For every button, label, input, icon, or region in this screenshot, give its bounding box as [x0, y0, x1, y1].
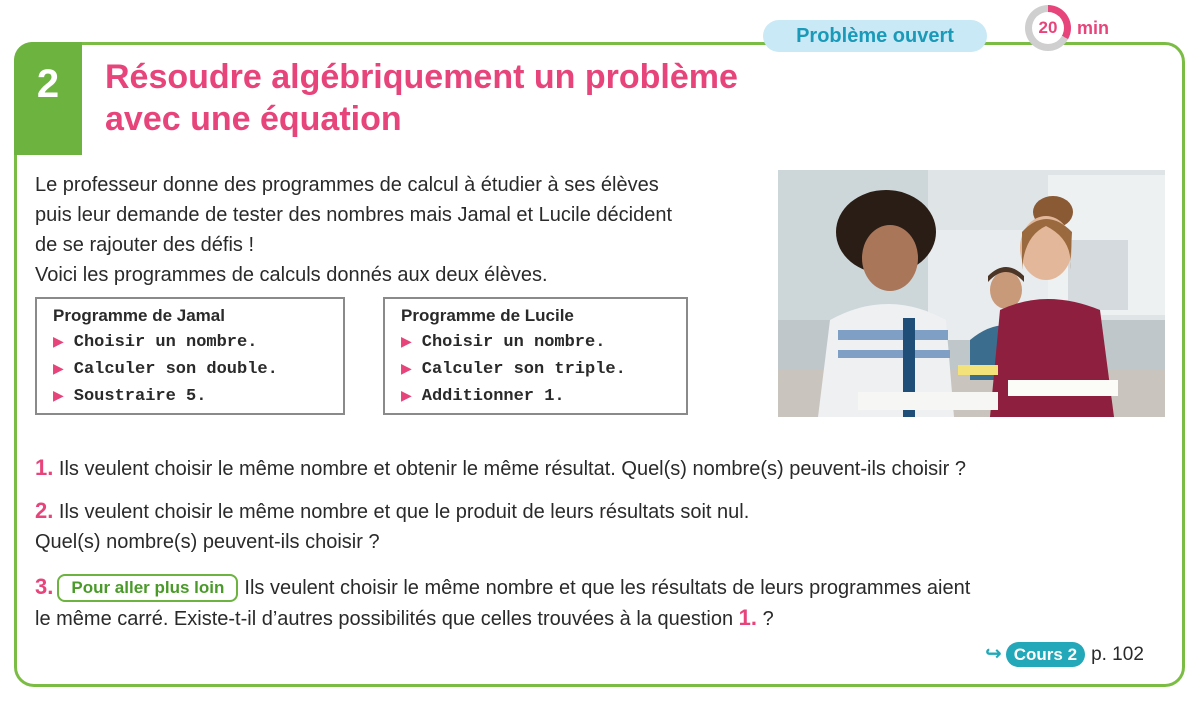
- intro-line: puis leur demande de tester des nombres mais Jamal et Lucile décident: [35, 204, 673, 226]
- program-jamal-box: [35, 297, 345, 415]
- course-pill[interactable]: Cours 2: [1006, 642, 1085, 667]
- play-arrow-icon: ▶: [53, 334, 64, 350]
- return-arrow-icon: ↪: [985, 643, 1002, 665]
- program-lucile-box: [383, 297, 688, 415]
- go-further-tag: Pour aller plus loin: [57, 574, 238, 602]
- exercise-number-box: [14, 42, 82, 155]
- question-1: [35, 453, 1155, 484]
- program-step: [53, 356, 343, 383]
- program-step: [401, 329, 686, 356]
- title-line-1: Résoudre algébriquement un problème: [105, 58, 738, 96]
- program-step: [401, 383, 686, 410]
- timer-icon: [1025, 5, 1071, 51]
- program-step-text: Choisir un nombre.: [73, 333, 258, 352]
- intro-paragraph: [35, 170, 770, 290]
- program-title: Programme de Jamal: [53, 306, 225, 325]
- play-arrow-icon: ▶: [401, 361, 412, 377]
- question-2: [35, 496, 1155, 557]
- question-text: ?: [762, 608, 774, 630]
- question-text: Ils veulent choisir le même nombre et que le produit de leurs résultats soit nul.: [58, 501, 750, 523]
- program-step: [53, 383, 343, 410]
- program-step: [53, 329, 343, 356]
- question-text: Ils veulent choisir le même nombre et obtenir le même résultat. Quel(s) nombre(s) peuvent-ils choisir ?: [58, 458, 966, 480]
- timer-value: 20: [1032, 12, 1064, 44]
- page-reference: p. 102: [1091, 644, 1144, 665]
- question-number: 3.: [35, 574, 54, 599]
- problem-type-badge: Problème ouvert: [763, 20, 987, 52]
- course-reference[interactable]: [985, 640, 1144, 669]
- program-step-text: Calculer son triple.: [421, 360, 626, 379]
- intro-line: Voici les programmes de calculs donnés aux deux élèves.: [35, 264, 548, 286]
- play-arrow-icon: ▶: [53, 361, 64, 377]
- question-3: [35, 572, 1155, 634]
- program-step: [401, 356, 686, 383]
- intro-line: Le professeur donne des programmes de calcul à étudier à ses élèves: [35, 174, 659, 196]
- title-line-2: avec une équation: [105, 100, 402, 138]
- timer-unit: min: [1077, 18, 1110, 38]
- play-arrow-icon: ▶: [401, 334, 412, 350]
- question-number: 1.: [35, 455, 54, 480]
- students-photo: [778, 170, 1165, 417]
- program-step-text: Additionner 1.: [421, 387, 565, 406]
- program-step-text: Choisir un nombre.: [421, 333, 606, 352]
- question-text: Quel(s) nombre(s) peuvent-ils choisir ?: [35, 531, 380, 553]
- program-step-text: Calculer son double.: [73, 360, 278, 379]
- question-text: le même carré. Existe-t-il d’autres possibilités que celles trouvées à la question: [35, 608, 734, 630]
- page-title: [105, 56, 865, 140]
- play-arrow-icon: ▶: [53, 388, 64, 404]
- question-text: Ils veulent choisir le même nombre et que les résultats de leurs programmes aient: [244, 577, 971, 599]
- program-title: Programme de Lucile: [401, 306, 574, 325]
- exercise-number: 2: [36, 62, 60, 106]
- question-number: 2.: [35, 498, 54, 523]
- play-arrow-icon: ▶: [401, 388, 412, 404]
- intro-line: de se rajouter des défis !: [35, 234, 255, 256]
- program-step-text: Soustraire 5.: [73, 387, 207, 406]
- question-ref-number: 1.: [738, 605, 758, 630]
